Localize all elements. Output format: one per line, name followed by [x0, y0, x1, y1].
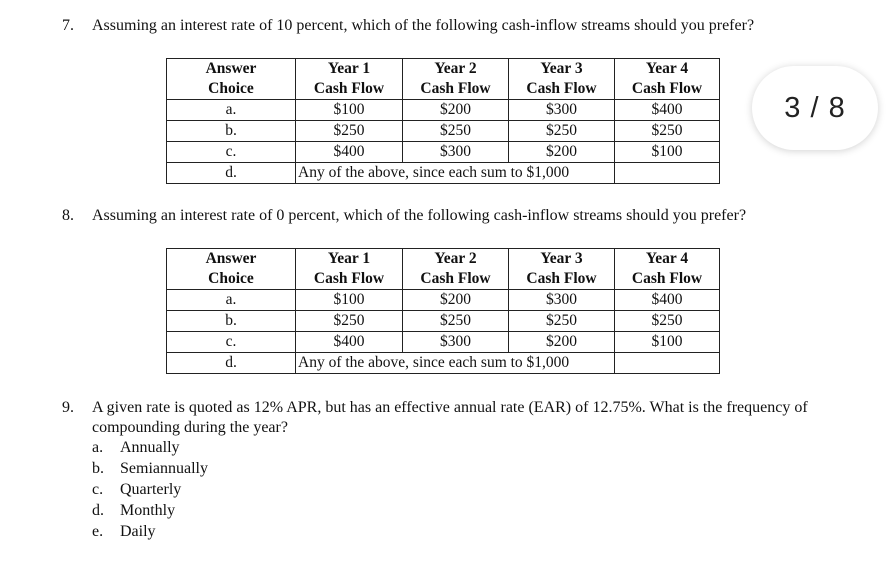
question-number: 9. — [62, 399, 74, 416]
cash-cell: $250 — [615, 121, 720, 142]
question-text: A given rate is quoted as 12% APR, but has an effective annual rate (EAR) of 12.75%. What is the frequency of compounding during the year? — [92, 399, 808, 436]
header-year4: Year 4 — [615, 249, 720, 270]
option-label: c. — [92, 481, 104, 498]
question-text: Assuming an interest rate of 0 percent, which of the following cash-inflow streams should you prefer? — [92, 207, 747, 224]
question-8 — [62, 206, 746, 226]
header-cash-flow: Cash Flow — [403, 79, 509, 100]
option-c — [92, 479, 208, 500]
table-row — [167, 332, 720, 353]
header-cash-flow: Cash Flow — [509, 79, 615, 100]
table-row — [167, 311, 720, 332]
any-of-above-cell: Any of the above, since each sum to $1,000 — [296, 353, 615, 374]
choice-cell: a. — [167, 100, 296, 121]
table-row — [167, 290, 720, 311]
cash-cell: $300 — [509, 100, 615, 121]
option-b — [92, 458, 208, 479]
cash-cell: $250 — [509, 311, 615, 332]
cash-flow-table-q8 — [166, 248, 720, 374]
choice-cell: d. — [167, 353, 296, 374]
header-choice: Choice — [167, 79, 296, 100]
cash-cell: $200 — [403, 290, 509, 311]
cash-cell: $250 — [403, 311, 509, 332]
cash-cell: $200 — [403, 100, 509, 121]
cash-cell: $250 — [296, 121, 403, 142]
question-7 — [62, 16, 754, 36]
header-year3: Year 3 — [509, 59, 615, 80]
table-row — [167, 353, 720, 374]
cash-cell: $250 — [509, 121, 615, 142]
option-text: Monthly — [120, 502, 176, 519]
header-choice: Choice — [167, 269, 296, 290]
empty-cell — [615, 353, 720, 374]
table-row — [167, 121, 720, 142]
option-a — [92, 437, 208, 458]
any-of-above-cell: Any of the above, since each sum to $1,000 — [296, 163, 615, 184]
question-9 — [62, 398, 842, 438]
header-year1: Year 1 — [296, 249, 403, 270]
cash-cell: $100 — [615, 332, 720, 353]
choice-cell: d. — [167, 163, 296, 184]
option-label: d. — [92, 502, 104, 519]
option-label: b. — [92, 460, 104, 477]
cash-cell: $400 — [296, 142, 403, 163]
header-year4: Year 4 — [615, 59, 720, 80]
option-text: Daily — [120, 523, 156, 540]
cash-cell: $250 — [403, 121, 509, 142]
table-row — [167, 142, 720, 163]
option-text: Annually — [120, 439, 180, 456]
header-cash-flow: Cash Flow — [615, 269, 720, 290]
option-d — [92, 500, 208, 521]
header-answer: Answer — [167, 249, 296, 270]
cash-cell: $250 — [296, 311, 403, 332]
question-number: 8. — [62, 207, 74, 224]
choice-cell: c. — [167, 142, 296, 163]
choice-cell: c. — [167, 332, 296, 353]
table-row — [167, 163, 720, 184]
header-year3: Year 3 — [509, 249, 615, 270]
empty-cell — [615, 163, 720, 184]
cash-cell: $300 — [403, 332, 509, 353]
header-cash-flow: Cash Flow — [296, 79, 403, 100]
page-indicator: 3 / 8 — [752, 66, 878, 150]
answer-options — [92, 437, 208, 542]
cash-cell: $400 — [296, 332, 403, 353]
header-answer: Answer — [167, 59, 296, 80]
cash-cell: $200 — [509, 142, 615, 163]
choice-cell: b. — [167, 311, 296, 332]
header-cash-flow: Cash Flow — [296, 269, 403, 290]
cash-cell: $250 — [615, 311, 720, 332]
cash-cell: $100 — [296, 290, 403, 311]
cash-cell: $300 — [509, 290, 615, 311]
option-e — [92, 521, 208, 542]
cash-cell: $300 — [403, 142, 509, 163]
option-text: Quarterly — [120, 481, 182, 498]
header-cash-flow: Cash Flow — [403, 269, 509, 290]
header-year2: Year 2 — [403, 59, 509, 80]
cash-cell: $400 — [615, 100, 720, 121]
cash-cell: $200 — [509, 332, 615, 353]
option-text: Semiannually — [120, 460, 208, 477]
choice-cell: b. — [167, 121, 296, 142]
cash-cell: $100 — [615, 142, 720, 163]
table-row — [167, 100, 720, 121]
header-cash-flow: Cash Flow — [615, 79, 720, 100]
cash-cell: $400 — [615, 290, 720, 311]
question-number: 7. — [62, 17, 74, 34]
header-cash-flow: Cash Flow — [509, 269, 615, 290]
cash-cell: $100 — [296, 100, 403, 121]
option-label: a. — [92, 439, 104, 456]
header-year2: Year 2 — [403, 249, 509, 270]
question-text: Assuming an interest rate of 10 percent, which of the following cash-inflow streams should you prefer? — [92, 17, 755, 34]
option-label: e. — [92, 523, 104, 540]
choice-cell: a. — [167, 290, 296, 311]
header-year1: Year 1 — [296, 59, 403, 80]
cash-flow-table-q7 — [166, 58, 720, 184]
